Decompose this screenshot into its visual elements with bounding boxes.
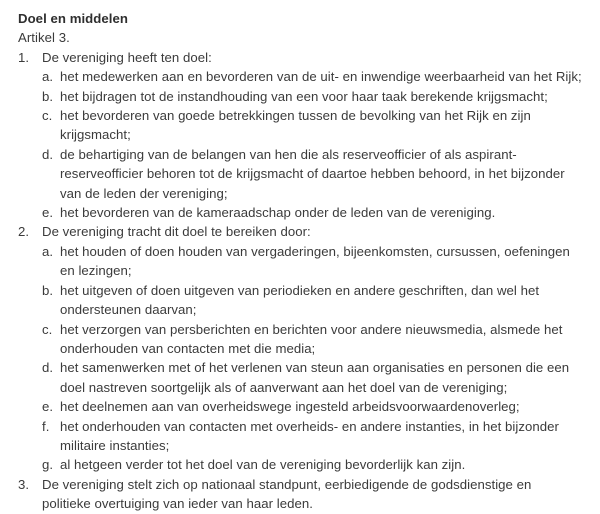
subclause-text: het bevorderen van goede betrekkingen tussen de bevolking van het Rijk en zijn krijgsmacht;	[60, 108, 531, 143]
subclause-item	[42, 106, 583, 145]
subclause-item	[42, 145, 583, 203]
subclause-text: het bevorderen van de kameraadschap onder de leden van de vereniging.	[60, 205, 496, 221]
subclause-list	[42, 67, 583, 222]
subclause-text: het onderhouden van contacten met overheids- en andere instanties, in het bijzonder militaire instanties;	[60, 418, 559, 453]
subclause-text: al hetgeen verder tot het doel van de vereniging bevorderlijk kan zijn.	[60, 457, 466, 473]
subclause-text: het uitgeven of doen uitgeven van periodieken en andere geschriften, dan wel het ondersteunen daarvan;	[60, 282, 540, 318]
subclause-marker: c.	[42, 108, 53, 124]
subclause-marker: e.	[42, 205, 54, 221]
clause-marker: 3.	[18, 476, 30, 492]
clause-text: De vereniging stelt zich op nationaal standpunt, eerbiedigende de godsdienstige en politieke overtuiging van ieder van haar leden.	[42, 476, 532, 512]
subclause-item	[42, 417, 583, 456]
subclause-item	[42, 397, 583, 416]
subclause-text: het bijdragen tot de instandhouding van een voor haar taak berekende krijgsmacht;	[60, 88, 548, 104]
clause-text: De vereniging heeft ten doel:	[42, 49, 212, 65]
subclause-text: het samenwerken met of het verlenen van steun aan organisaties en personen die een doel nastreven soortgelijk als of aanverwant aan het doel van de vereniging;	[60, 360, 570, 395]
subclause-text: het verzorgen van persberichten en berichten voor andere nieuwsmedia, alsmede het onderhouden van contacten met die media;	[60, 321, 563, 356]
subclause-marker: a.	[42, 243, 54, 259]
subclause-item	[42, 358, 583, 397]
subclause-marker: b.	[42, 88, 54, 104]
clause-marker: 2.	[18, 224, 30, 240]
subclause-item	[42, 455, 583, 474]
subclause-marker: g.	[42, 457, 54, 473]
subclause-marker: d.	[42, 360, 54, 376]
subclause-list	[42, 242, 583, 475]
subclause-item	[42, 203, 583, 222]
subclause-marker: a.	[42, 69, 54, 85]
article-label: Artikel 3.	[18, 30, 70, 46]
subclause-marker: c.	[42, 321, 53, 337]
subclause-text: het deelnemen aan van overheidswege ingesteld arbeidsvoorwaardenoverleg;	[60, 399, 520, 415]
subclause-item	[42, 87, 583, 106]
subclause-marker: e.	[42, 399, 54, 415]
subclause-marker: f.	[42, 418, 50, 434]
clause-marker: 1.	[18, 49, 30, 65]
page-title: Doel en middelen	[18, 11, 128, 26]
clause-item	[18, 475, 583, 514]
subclause-item	[42, 320, 583, 359]
subclause-text: de behartiging van de belangen van hen die als reserveofficier of als aspirant-reserveofficier behoren tot de krijgsmacht of daartoe hebben behoord, in het bijzonder van de leden der vereniging;	[60, 146, 565, 201]
clause-item	[18, 222, 583, 474]
subclause-marker: d.	[42, 146, 54, 162]
subclause-text: het medewerken aan en bevorderen van de uit- en inwendige weerbaarheid van het Rijk;	[60, 69, 582, 85]
subclause-item	[42, 242, 583, 281]
subclause-text: het houden of doen houden van vergaderingen, bijeenkomsten, cursussen, oefeningen en lezingen;	[60, 243, 570, 279]
subclause-item	[42, 281, 583, 320]
subclause-item	[42, 67, 583, 86]
clause-text: De vereniging tracht dit doel te bereiken door:	[42, 224, 311, 240]
clause-item	[18, 48, 583, 223]
subclause-marker: b.	[42, 282, 54, 298]
clause-list	[18, 48, 583, 514]
